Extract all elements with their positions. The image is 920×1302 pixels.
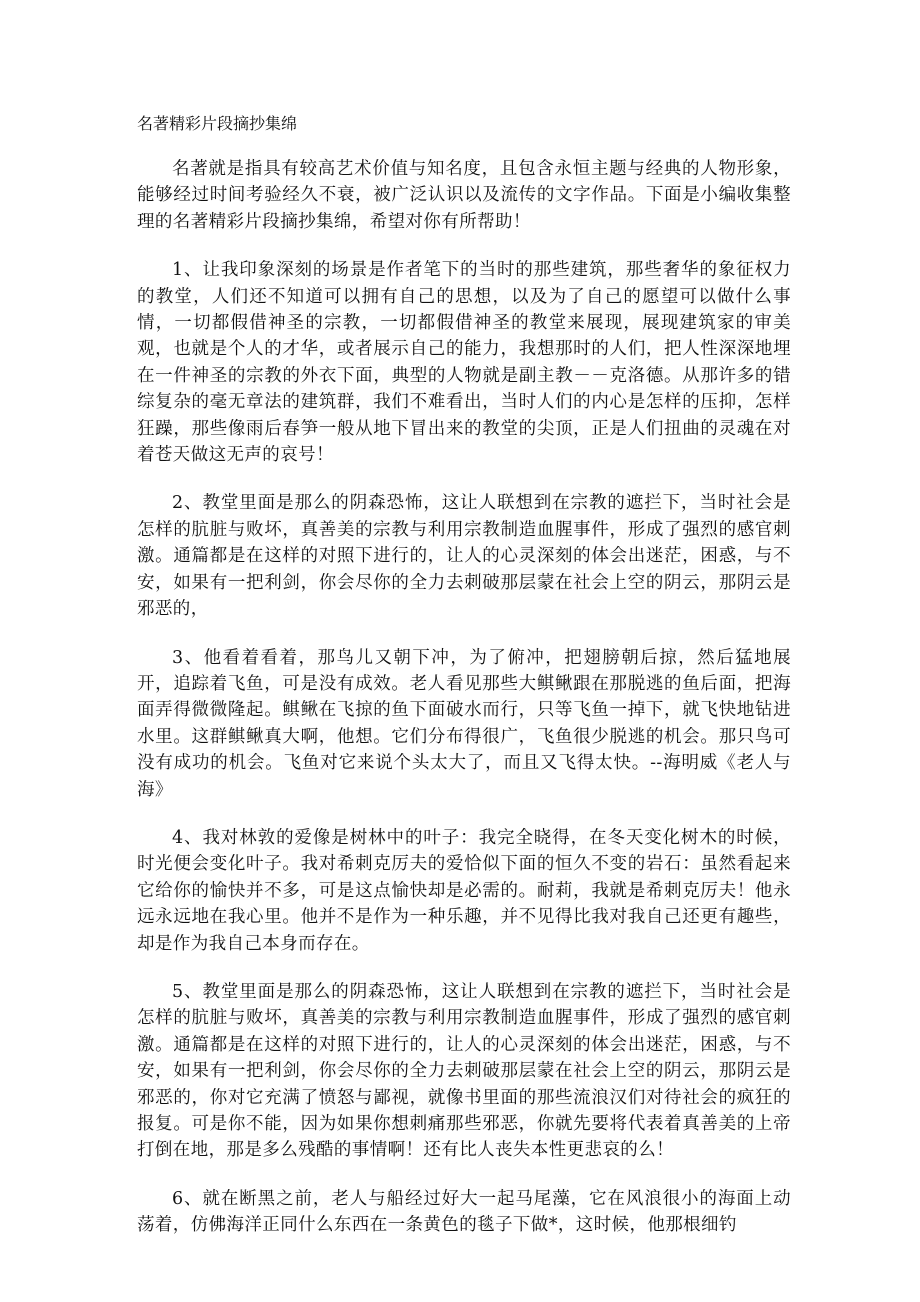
excerpt-paragraph-5: 5、教堂里面是那么的阴森恐怖，这让人联想到在宗教的遮拦下，当时社会是怎样的肮脏与败坏，真善美的宗教与利用宗教制造血腥事件，形成了强烈的感官刺激。通篇都是在这样的对照下进行的，让人的心灵深刻的体会出迷茫，困惑，与不安，如果有一把利剑，你会尽你的全力去刺破那层蒙在社会上空的阴云，那阴云是邪恶的，你对它充满了愤怒与鄙视，就像书里面的那些流浪汉们对待社会的疯狂的报复。可是你不能，因为如果你想刺痛那些邪恶，你就先要将代表着真善美的上帝打倒在地，那是多么残酷的事情啊！还有比人丧失本性更悲哀的么！ xyxy=(137,981,791,1161)
excerpt-paragraph-6: 6、就在断黑之前，老人与船经过好大一起马尾藻，它在风浪很小的海面上动荡着，仿佛海洋正同什么东西在一条黄色的毯子下做*，这时候，他那根细钓 xyxy=(137,1188,791,1236)
document-title: 名著精彩片段摘抄集绵 xyxy=(137,114,298,133)
excerpt-paragraph-4: 4、我对林敦的爱像是树林中的叶子：我完全晓得，在冬天变化树木的时候，时光便会变化叶子。我对希刺克厉夫的爱恰似下面的恒久不变的岩石：虽然看起来它给你的愉快并不多，可是这点愉快却是必需的。耐莉，我就是希刺克厉夫！他永远永远地在我心里。他并不是作为一种乐趣，并不见得比我对我自己还更有趣些，却是作为我自己本身而存在。 xyxy=(137,827,791,954)
intro-paragraph: 名著就是指具有较高艺术价值与知名度，且包含永恒主题与经典的人物形象，能够经过时间考验经久不衰，被广泛认识以及流传的文字作品。下面是小编收集整理的名著精彩片段摘抄集绵，希望对你有所帮助！ xyxy=(137,159,791,232)
document-body xyxy=(137,156,791,1261)
excerpt-paragraph-2: 2、教堂里面是那么的阴森恐怖，这让人联想到在宗教的遮拦下，当时社会是怎样的肮脏与败坏，真善美的宗教与利用宗教制造血腥事件，形成了强烈的感官刺激。通篇都是在这样的对照下进行的，让人的心灵深刻的体会出迷茫，困惑，与不安，如果有一把利剑，你会尽你的全力去刺破那层蒙在社会上空的阴云，那阴云是邪恶的， xyxy=(137,493,791,620)
excerpt-paragraph-3: 3、他看着看着，那鸟儿又朝下冲，为了俯冲，把翅膀朝后掠，然后猛地展开，追踪着飞鱼，可是没有成效。老人看见那些大鲯鳅跟在那脱逃的鱼后面，把海面弄得微微隆起。鲯鳅在飞掠的鱼下面破水而行，只等飞鱼一掉下，就飞快地钻进水里。这群鲯鳅真大啊，他想。它们分布得很广，飞鱼很少脱逃的机会。那只鸟可没有成功的机会。飞鱼对它来说个头太大了，而且又飞得太快。--海明威《老人与海》 xyxy=(137,647,791,800)
excerpt-paragraph-1: 1、让我印象深刻的场景是作者笔下的当时的那些建筑，那些奢华的象征权力的教堂，人们还不知道可以拥有自己的思想，以及为了自己的愿望可以做什么事情，一切都假借神圣的宗教，一切都假借神圣的教堂来展现，展现建筑家的审美观，也就是个人的才华，或者展示自己的能力，我想那时的人们，把人性深深地埋在一件神圣的宗教的外衣下面，典型的人物就是副主教－－克洛德。从那许多的错综复杂的毫无章法的建筑群，我们不难看出，当时人们的内心是怎样的压抑，怎样狂躁，那些像雨后春笋一般从地下冒出来的教堂的尖顶，正是人们扭曲的灵魂在对着苍天做这无声的哀号！ xyxy=(137,260,791,466)
